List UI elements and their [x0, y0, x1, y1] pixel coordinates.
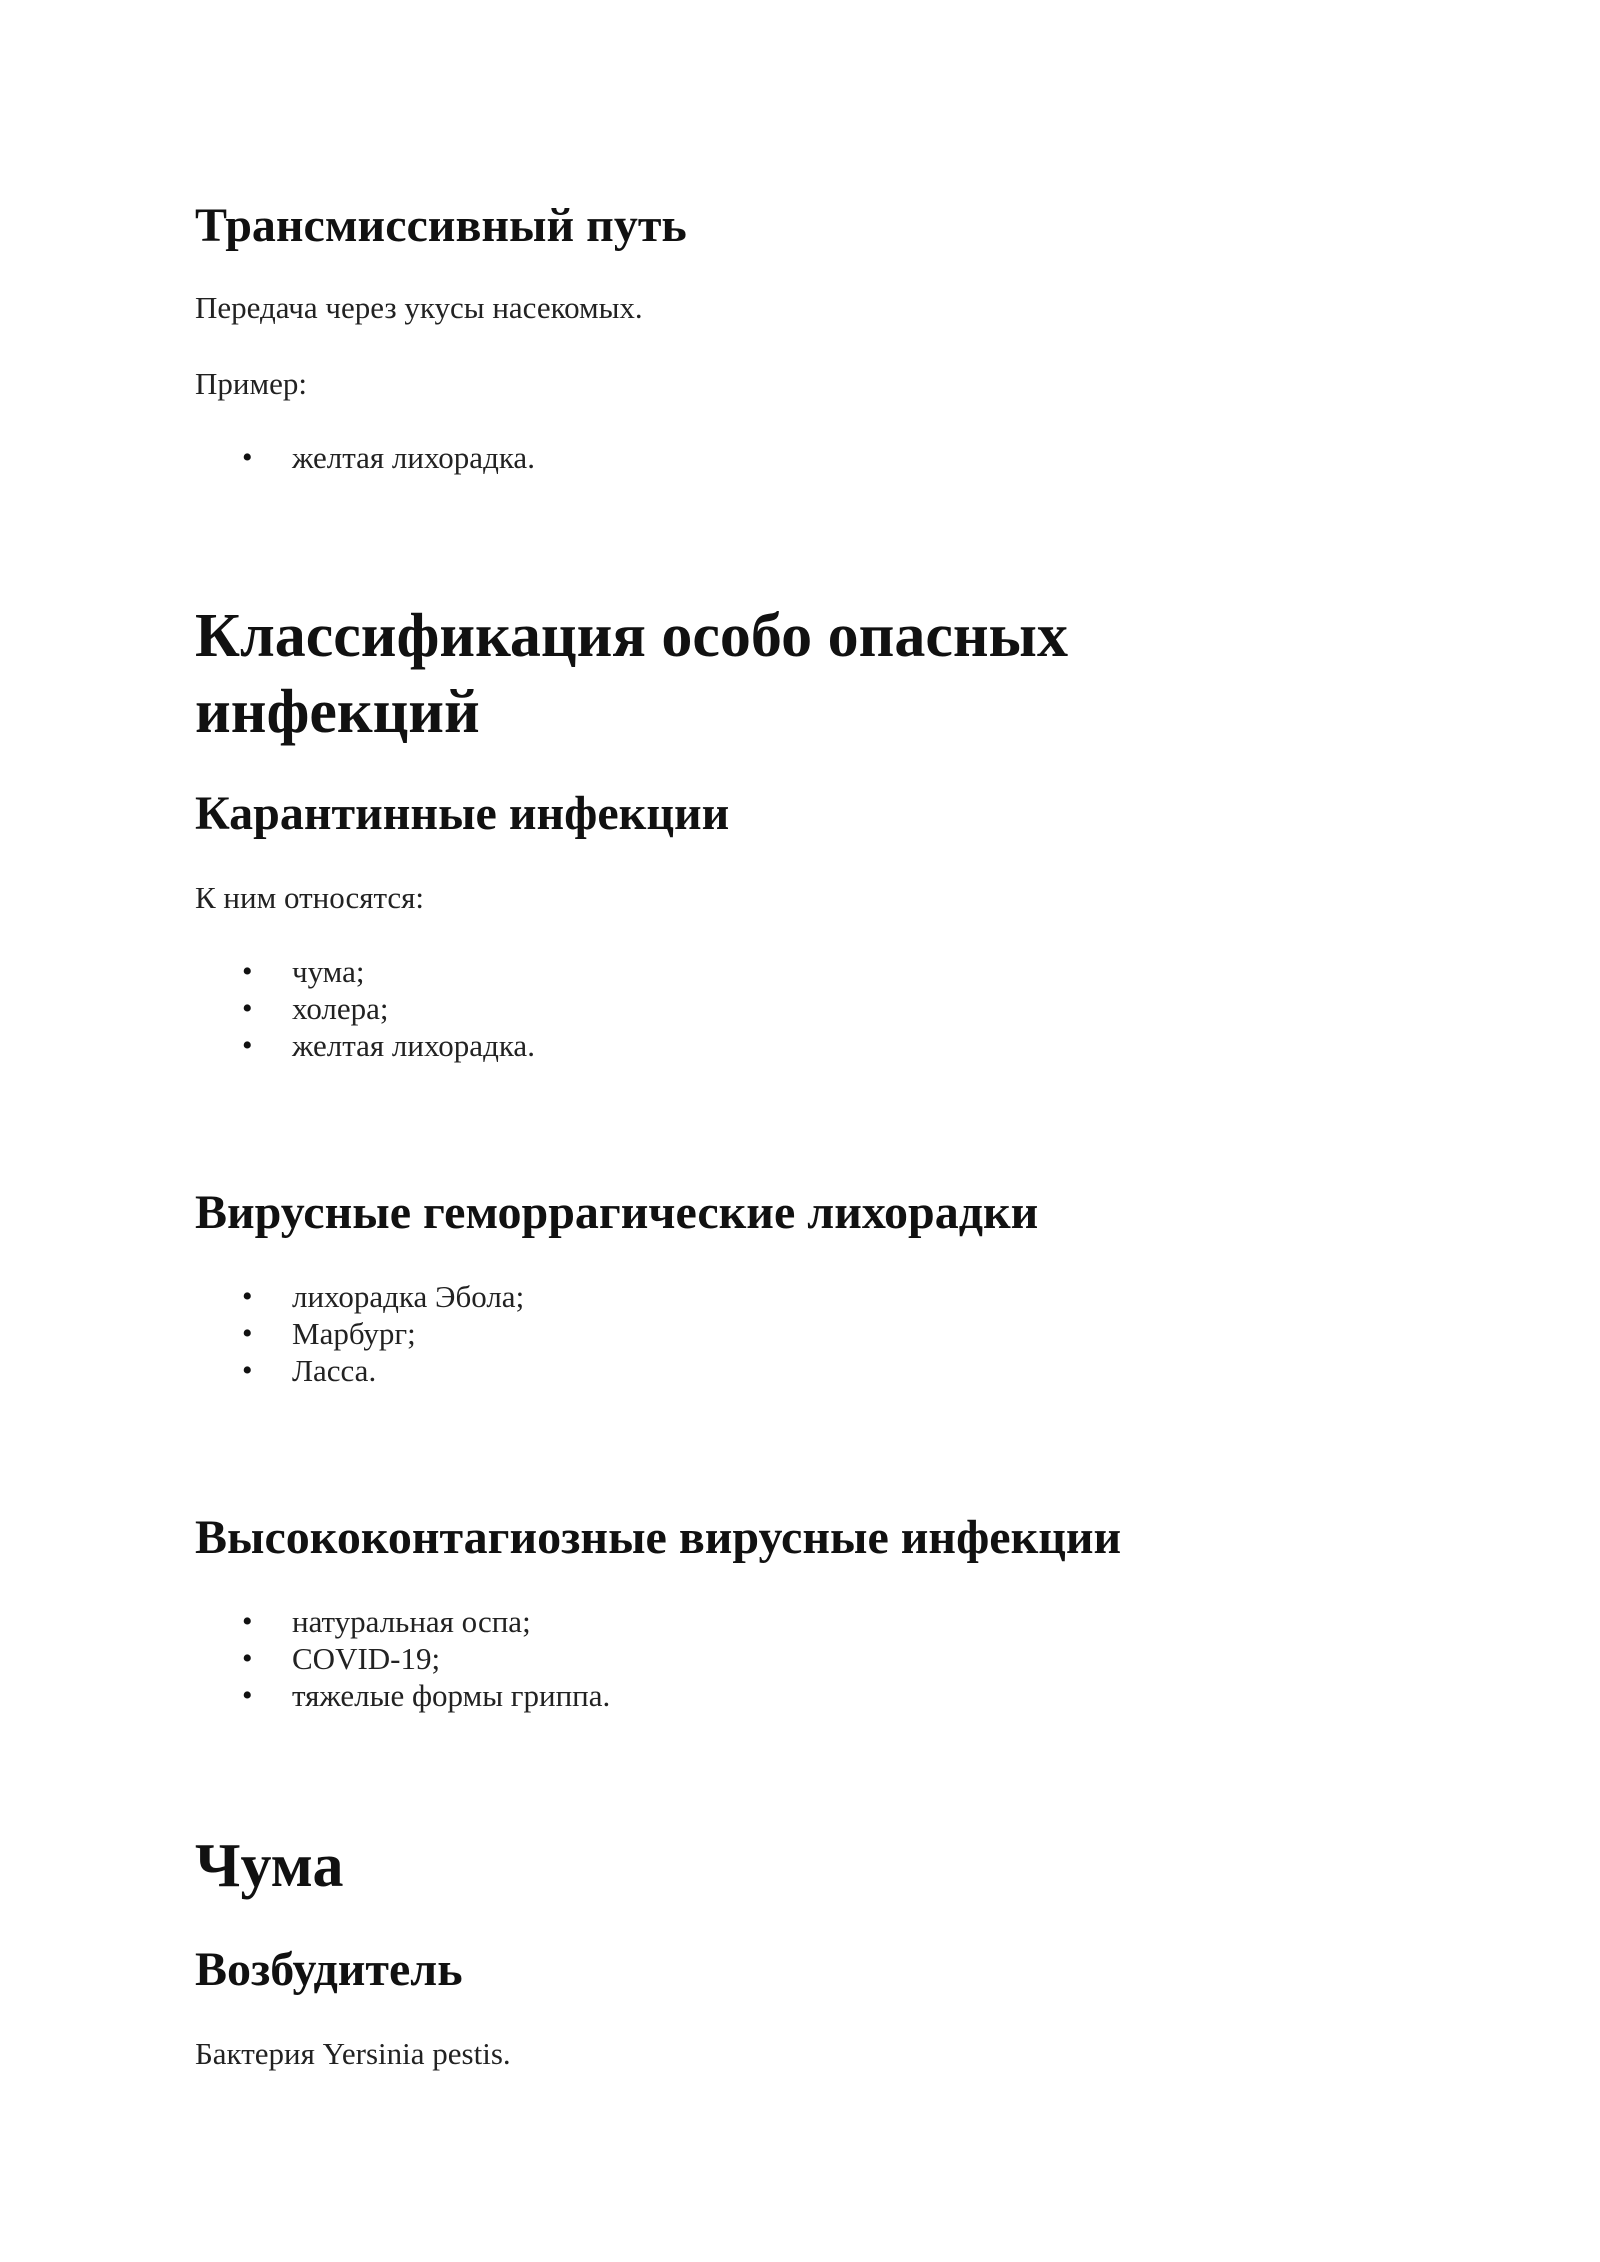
section-heading-transmissive: Трансмиссивный путь: [195, 199, 687, 252]
bullet-icon: •: [242, 1317, 253, 1350]
list-item: • желтая лихорадка.: [242, 1028, 535, 1063]
bullet-icon: •: [242, 1029, 253, 1062]
section-heading-contagious: Высококонтагиозные вирусные инфекции: [195, 1511, 1122, 1564]
paragraph-example-label: Пример:: [195, 366, 307, 401]
section-heading-quarantine: Карантинные инфекции: [195, 787, 730, 840]
bullet-icon: •: [242, 1280, 253, 1313]
list-quarantine-infections: [195, 953, 535, 1064]
page-title-plague: Чума: [195, 1832, 344, 1900]
list-item: • COVID-19;: [242, 1641, 441, 1676]
bullet-icon: •: [242, 955, 253, 988]
page-title-classification: Классификация особо опасных инфекций: [195, 602, 1068, 746]
paragraph-pathogen-text: Бактерия Yersinia pestis.: [195, 2036, 511, 2071]
list-item: • Ласса.: [242, 1353, 377, 1388]
bullet-icon: •: [242, 992, 253, 1025]
bullet-icon: •: [242, 1605, 253, 1638]
paragraph-transmissive-description: Передача через укусы насекомых.: [195, 290, 643, 325]
list-item: • холера;: [242, 991, 389, 1026]
list-transmissive-examples: [195, 439, 535, 476]
list-hemorrhagic-fevers: [195, 1278, 524, 1389]
bullet-icon: •: [242, 1679, 253, 1712]
section-heading-pathogen: Возбудитель: [195, 1943, 463, 1996]
list-item: • желтая лихорадка.: [242, 440, 535, 475]
list-item: • Марбург;: [242, 1316, 416, 1351]
bullet-icon: •: [242, 1354, 253, 1387]
list-item: • лихорадка Эбола;: [242, 1279, 525, 1314]
paragraph-quarantine-intro: К ним относятся:: [195, 880, 425, 915]
list-item: • натуральная оспа;: [242, 1604, 531, 1639]
section-heading-hemorrhagic: Вирусные геморрагические лихорадки: [195, 1186, 1039, 1239]
bullet-icon: •: [242, 1642, 253, 1675]
list-item: • чума;: [242, 954, 365, 989]
list-contagious-infections: [195, 1603, 610, 1714]
bullet-icon: •: [242, 441, 253, 474]
list-item: • тяжелые формы гриппа.: [242, 1678, 611, 1713]
